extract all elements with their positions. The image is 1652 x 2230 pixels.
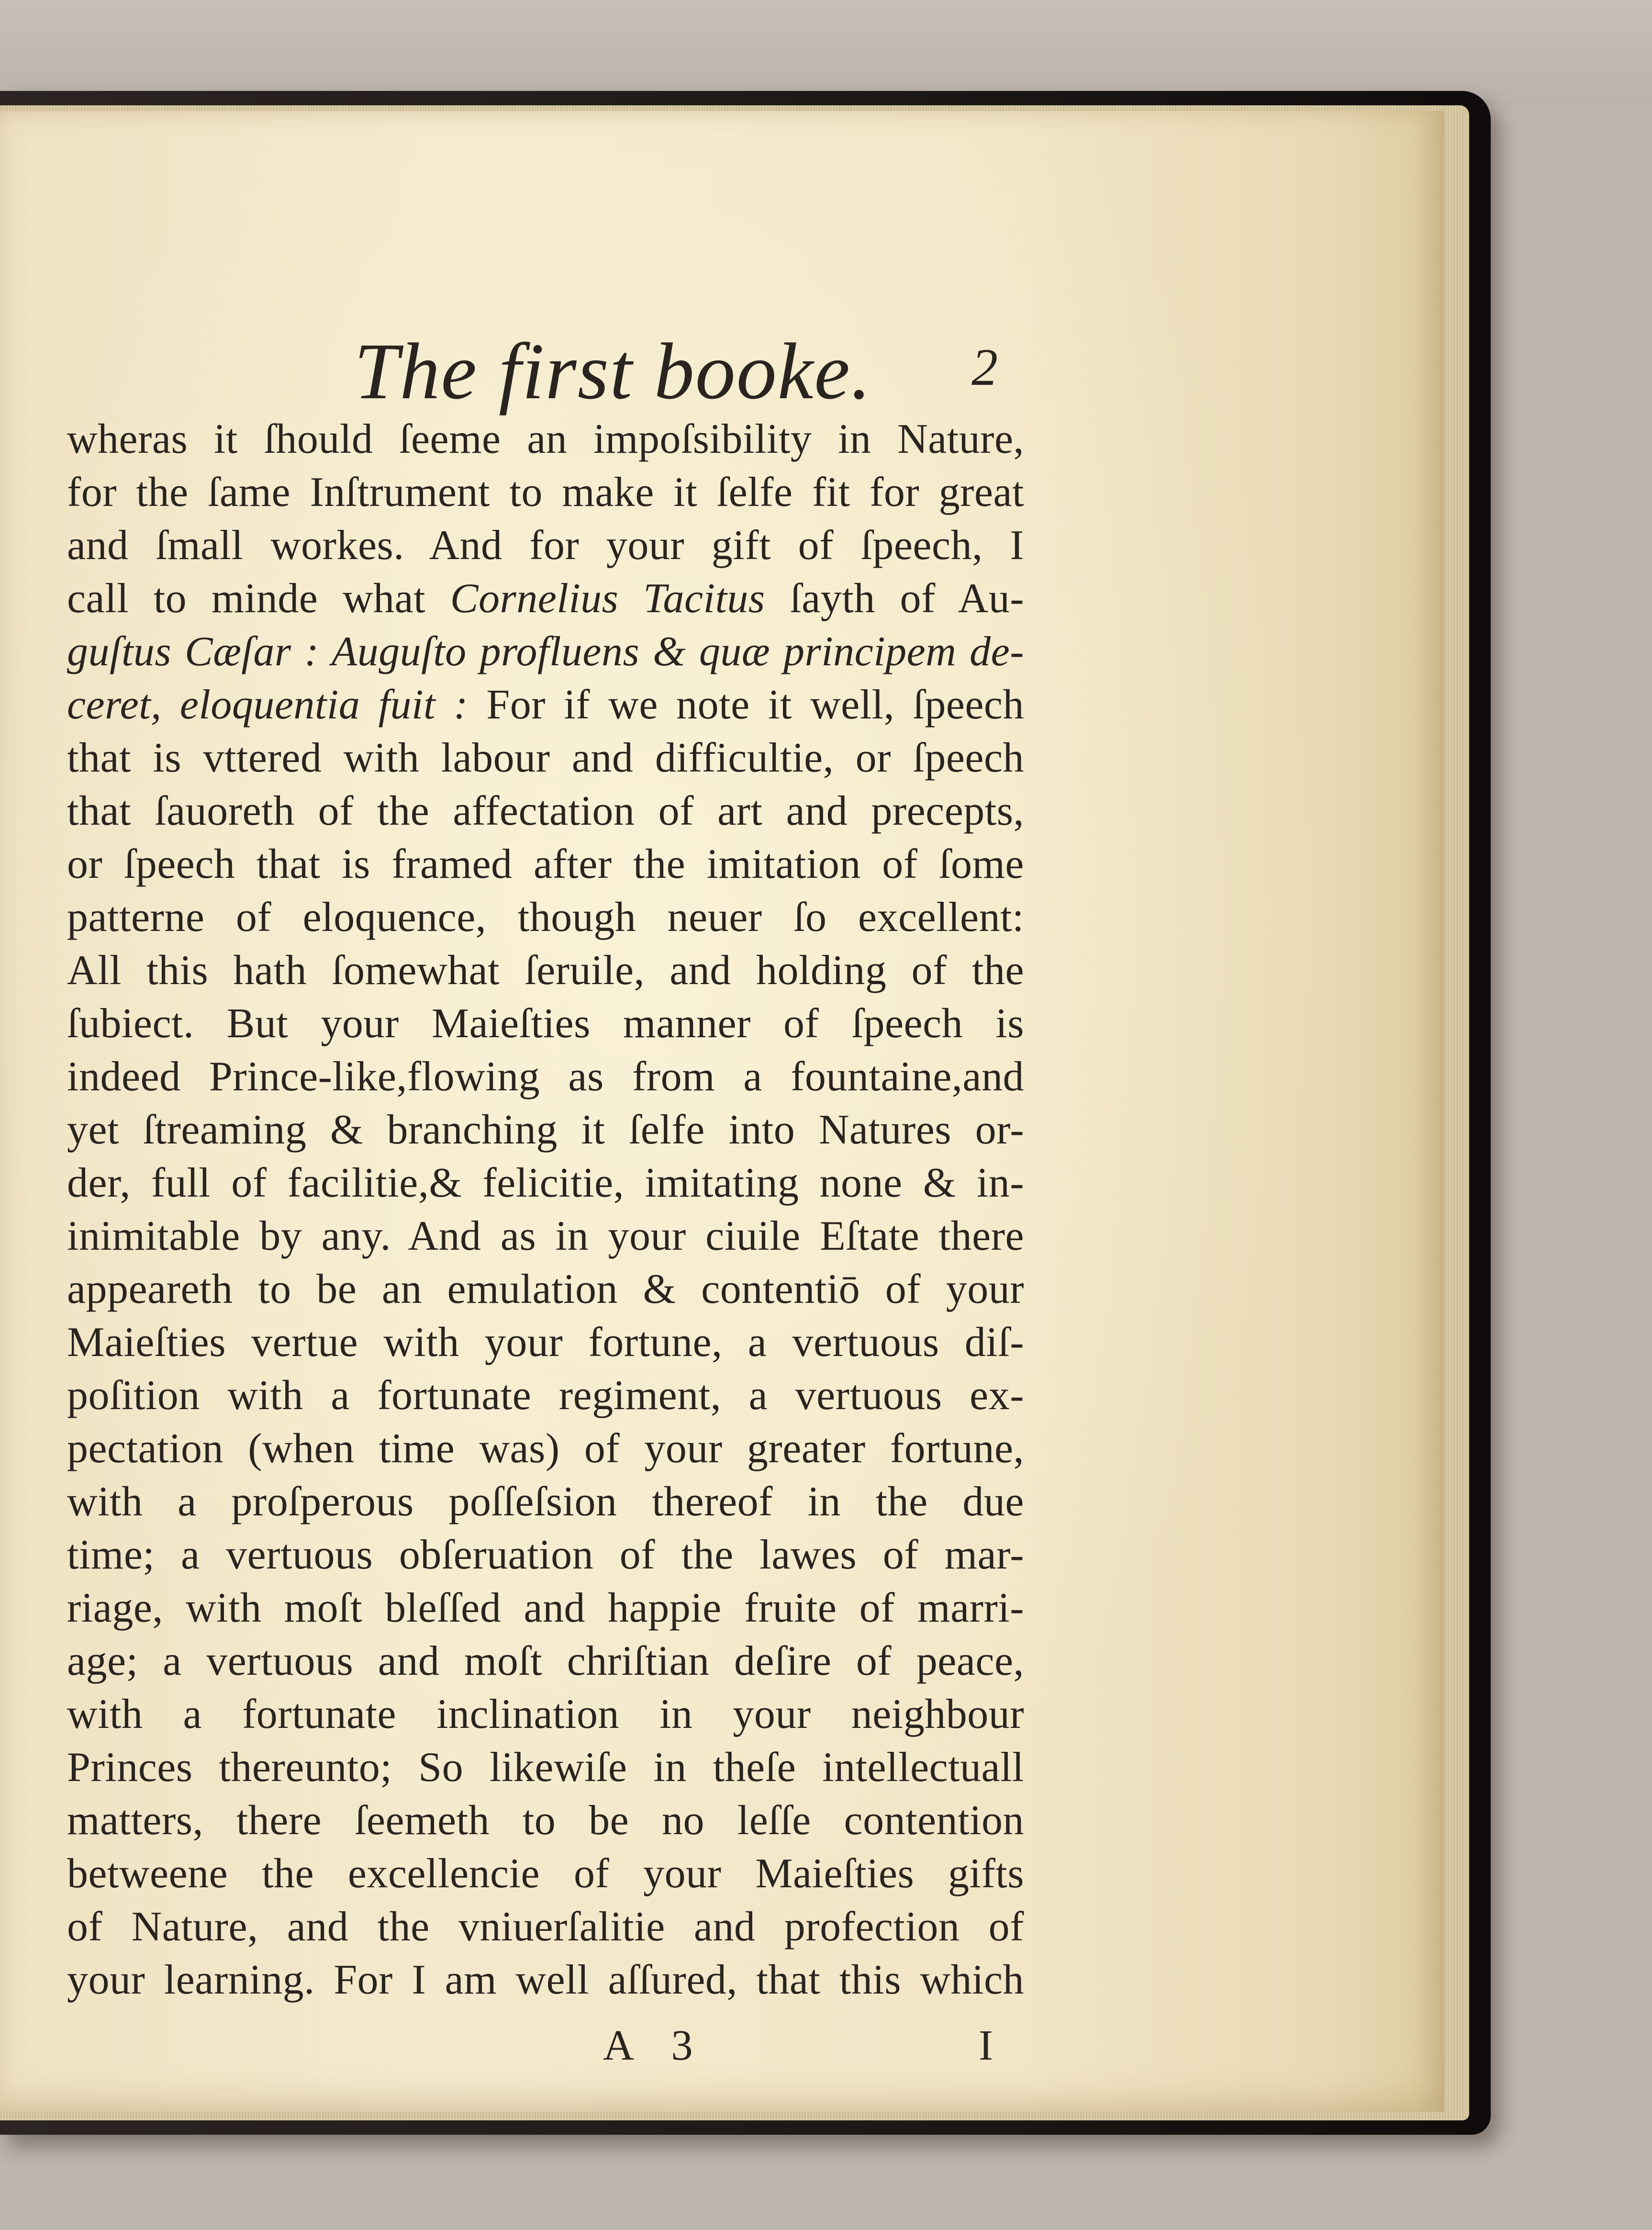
body-text [67,413,1024,2006]
text-line: time; a vertuous obſeruation of the lawes of mar- [67,1532,1024,1578]
text-line: betweene the excellencie of your Maieſties gifts [67,1850,1024,1897]
text-line: that ſauoreth of the affectation of art and precepts, [67,788,1024,834]
page-header [67,317,1005,416]
text-line: age; a vertuous and moſt chriſtian deſire of peace, [67,1638,1024,1684]
italic-run: ceret, eloquentia fuit : [67,682,469,728]
text-line: Maieſties vertue with your fortune, a vertuous diſ- [67,1319,1024,1366]
italic-run: Cornelius Tacitus [450,575,765,622]
text-line: pectation (when time was) of your greater fortune, [67,1425,1024,1472]
text-line: Princes thereunto; So likewiſe in theſe intellectuall [67,1744,1024,1791]
text-line: patterne of eloquence, though neuer ſo excellent: [67,894,1024,941]
book-page [0,111,1444,2112]
text-line: for the ſame Inſtrument to make it ſelfe fit for great [67,469,1024,515]
text-line: that is vttered with labour and difficultie, or ſpeech [67,735,1024,781]
backdrop [0,0,1652,105]
text-line: inimitable by any. And as in your ciuile Eſtate there [67,1213,1024,1259]
page-footer [67,2021,1024,2078]
text-run: ſayth of Au- [765,575,1024,622]
text-line: and ſmall workes. And for your gift of ſpeech, I [67,522,1024,569]
running-title: The first booke. [354,327,872,416]
text-line: appeareth to be an emulation & contentiō of your [67,1266,1024,1312]
text-line [67,678,1024,731]
text-line [67,625,1024,678]
text-line: matters, there ſeemeth to be no leſſe contention [67,1797,1024,1844]
text-line: der, full of facilitie,& felicitie, imitating none & in- [67,1160,1024,1206]
page-number: 2 [971,338,998,396]
signature-mark: A 3 [603,2022,707,2069]
text-line: riage, with moſt bleſſed and happie fruite of marri- [67,1585,1024,1631]
text-line: with a fortunate inclination in your neighbour [67,1691,1024,1737]
page-content [67,207,1024,2069]
text-line: or ſpeech that is framed after the imitation of ſome [67,841,1024,887]
text-run: call to minde what [67,575,450,622]
text-line [67,572,1024,625]
text-run: For if we note it well, ſpeech [468,682,1024,728]
text-line: of Nature, and the vniuerſalitie and profection of [67,1904,1024,1950]
italic-run: guſtus Cæſar : Auguſto profluens & quæ principem de- [67,628,1024,675]
text-line: wheras it ſhould ſeeme an impoſsibility in Nature, [67,416,1024,462]
catchword: I [979,2022,993,2069]
text-line: poſition with a fortunate regiment, a vertuous ex- [67,1372,1024,1419]
text-line: your learning. For I am well aſſured, that this which [67,1957,1024,2003]
text-line: ſubiect. But your Maieſties manner of ſpeech is [67,1000,1024,1047]
text-line: All this hath ſomewhat ſeruile, and holding of the [67,947,1024,994]
text-line: with a proſperous poſſeſsion thereof in the due [67,1479,1024,1525]
text-line: yet ſtreaming & branching it ſelfe into Natures or- [67,1107,1024,1153]
text-line: indeed Prince-like,flowing as from a fountaine,and [67,1053,1024,1100]
